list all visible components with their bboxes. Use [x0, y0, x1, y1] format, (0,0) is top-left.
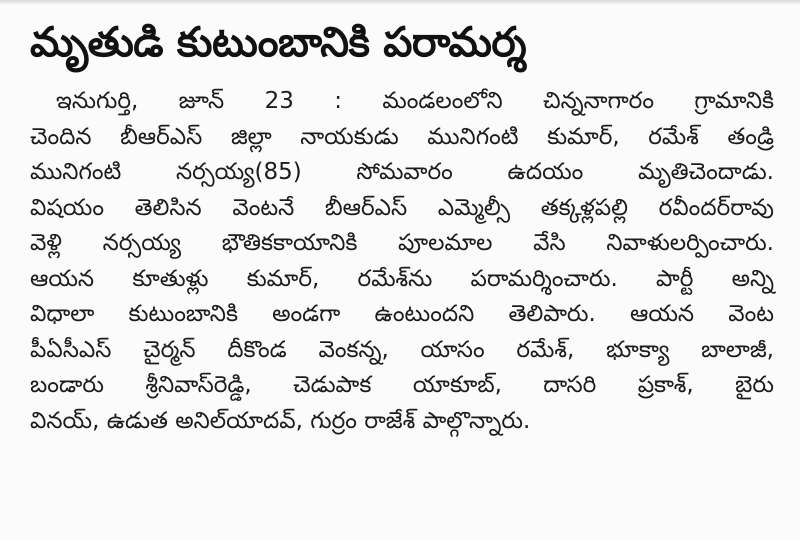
body-line: విధాలా కుటుంబానికి అండగా ఉంటుందని తెలిపారు. ఆయన వెంట	[30, 301, 774, 327]
body-line: చెందిన బీఆర్ఎస్ జిల్లా నాయకుడు మునిగంటి కుమార్, రమేశ్ తండ్రి	[30, 123, 774, 150]
article-body	[30, 84, 774, 439]
body-line: వినయ్, ఉడుత అనిల్‌యాదవ్, గుర్రం రాజేశ్ పాల్గొన్నారు.	[30, 407, 531, 434]
body-line: పీఏసీఎస్ చైర్మన్ దీకొండ వెంకన్న, యాసం రమేశ్, భూక్యా బాలాజీ,	[30, 336, 774, 363]
body-line: విషయం తెలిసిన వెంటనే బీఆర్ఎస్ ఎమ్మెల్సీ తక్కళ్లపల్లి రవీందర్‌రావు	[30, 194, 774, 221]
body-line: మునిగంటి నర్సయ్య(85) సోమవారం ఉదయం మృతిచెందాడు.	[30, 159, 774, 185]
body-line: ఆయన కూతుళ్లు కుమార్, రమేశ్‌ను పరామర్శించారు. పార్టీ అన్ని	[30, 265, 774, 292]
body-line: ఇనుగుర్తి, జూన్ 23 : మండలంలోని చిన్ననాగారం గ్రామానికి	[56, 88, 774, 114]
clipping-top-edge	[0, 0, 800, 5]
body-line: బండారు శ్రీనివాస్‌రెడ్డి, చెడుపాక యాకూబ్, దాసరి ప్రకాశ్, బైరు	[30, 372, 774, 398]
headline: మృతుడి కుటుంబానికి పరామర్శ	[30, 18, 527, 66]
body-line: వెళ్లి నర్సయ్య భౌతికకాయానికి పూలమాల వేసి నివాళులర్పించారు.	[30, 230, 774, 256]
